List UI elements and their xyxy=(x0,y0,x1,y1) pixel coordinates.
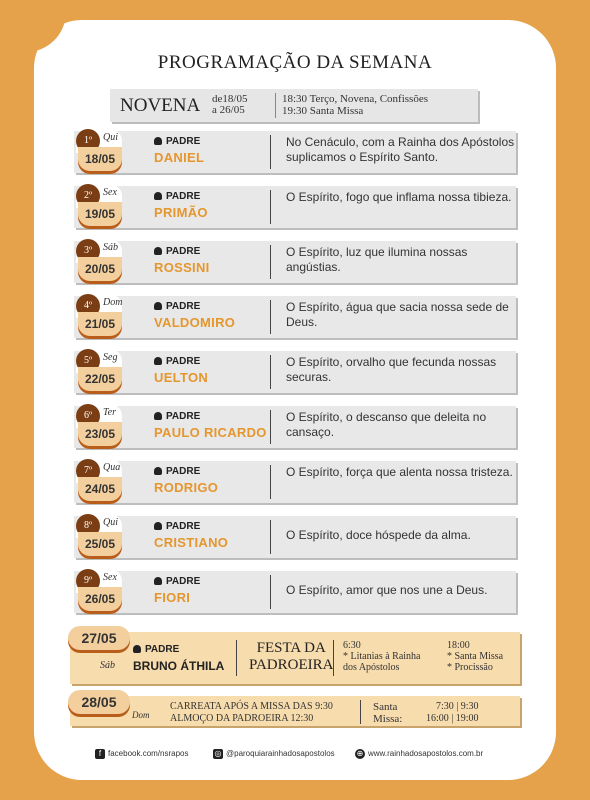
padre-name: VALDOMIRO xyxy=(154,315,236,330)
day-date: 19/05 xyxy=(78,202,122,226)
day-theme: O Espírito, fogo que inflama nossa tibieza. xyxy=(286,190,512,204)
page-title: PROGRAMAÇÃO DA SEMANA xyxy=(157,52,433,73)
festa-padre-text: PADRE xyxy=(145,644,180,655)
festa-evening-time: 18:00 xyxy=(447,640,470,651)
day-row xyxy=(74,459,518,509)
padre-text: PADRE xyxy=(166,301,201,312)
day-row xyxy=(74,294,518,344)
day-date: 20/05 xyxy=(78,257,122,281)
day-row xyxy=(74,569,518,619)
person-pin-icon xyxy=(154,192,162,200)
festa-evening-schedule xyxy=(447,640,503,673)
day-ordinal: 1º xyxy=(76,129,100,153)
day-row xyxy=(74,514,518,564)
festa-divider-2 xyxy=(333,640,334,676)
day-date: 25/05 xyxy=(78,532,122,556)
row-divider xyxy=(270,135,271,169)
padre-text: PADRE xyxy=(166,576,201,587)
day-weekday: Qui xyxy=(103,517,118,528)
globe-icon: ⊕ xyxy=(356,749,364,758)
padre-label xyxy=(154,521,200,532)
row-divider xyxy=(270,410,271,444)
festa-morning-schedule xyxy=(343,640,420,673)
festa-morning-time: 6:30 xyxy=(343,640,361,651)
day-date: 26/05 xyxy=(78,587,122,611)
day-weekday: Sex xyxy=(103,187,117,198)
row-divider xyxy=(270,300,271,334)
day-date: 23/05 xyxy=(78,422,122,446)
festa-evening-line-1: * Santa Missa xyxy=(447,651,504,662)
padre-label xyxy=(154,411,200,422)
day-row xyxy=(74,404,518,454)
novena-line-2: 19:30 Santa Missa xyxy=(282,105,364,117)
person-pin-icon xyxy=(133,645,141,653)
day-ordinal: 3º xyxy=(76,239,100,263)
festa-padre-label xyxy=(133,644,179,655)
day-theme: O Espírito, doce hóspede da alma. xyxy=(286,528,471,542)
novena-dates xyxy=(212,94,247,116)
sunday-event-line-2: ALMOÇO DA PADROEIRA 12:30 xyxy=(170,713,314,724)
festa-title-line-1: FESTA DA xyxy=(256,640,326,656)
day-row xyxy=(74,184,518,234)
facebook-icon: f xyxy=(95,749,105,759)
novena-date-from: de18/05 xyxy=(212,93,248,105)
padre-label xyxy=(154,576,200,587)
day-theme: O Espírito, amor que nos une a Deus. xyxy=(286,583,488,597)
padre-text: PADRE xyxy=(166,246,201,257)
person-pin-icon xyxy=(154,302,162,310)
padre-text: PADRE xyxy=(166,466,201,477)
festa-morning-line-2: dos Apóstolos xyxy=(343,662,400,673)
padre-name: ROSSINI xyxy=(154,260,210,275)
sunday-mass-label-2: Missa: xyxy=(373,713,403,725)
instagram-text: @paroquiarainhadosapostolos xyxy=(226,749,335,759)
novena-banner xyxy=(110,89,478,122)
sunday-event-line-1: CARREATA APÓS A MISSA DAS 9:30 xyxy=(170,701,333,712)
day-theme: O Espírito, água que sacia nossa sede de Deus. xyxy=(286,300,509,329)
day-ordinal: 7º xyxy=(76,459,100,483)
padre-text: PADRE xyxy=(166,411,201,422)
day-ordinal: 6º xyxy=(76,404,100,428)
padre-label xyxy=(154,136,200,147)
instagram-link[interactable] xyxy=(213,749,335,759)
day-date: 21/05 xyxy=(78,312,122,336)
day-ordinal: 2º xyxy=(76,184,100,208)
day-theme: O Espírito, luz que ilumina nossas angústias. xyxy=(286,245,468,274)
day-date: 22/05 xyxy=(78,367,122,391)
novena-date-to: a 26/05 xyxy=(212,104,245,116)
novena-schedule xyxy=(282,93,428,117)
padre-name: CRISTIANO xyxy=(154,535,229,550)
facebook-link[interactable] xyxy=(95,749,189,759)
day-theme: O Espírito, orvalho que fecunda nossas securas. xyxy=(286,355,497,384)
day-weekday: Qui xyxy=(103,132,118,143)
padre-text: PADRE xyxy=(166,136,201,147)
person-pin-icon xyxy=(154,357,162,365)
day-date: 18/05 xyxy=(78,147,122,171)
padre-name: PAULO RICARDO xyxy=(154,425,267,440)
festa-title xyxy=(249,640,333,674)
festa-date: 27/05 xyxy=(68,626,130,650)
person-pin-icon xyxy=(154,577,162,585)
person-pin-icon xyxy=(154,522,162,530)
padre-label xyxy=(154,466,200,477)
padre-label xyxy=(154,191,200,202)
day-weekday: Ter xyxy=(103,407,116,418)
padre-label xyxy=(154,301,200,312)
day-row xyxy=(74,239,518,289)
person-pin-icon xyxy=(154,137,162,145)
festa-title-line-2: PADROEIRA xyxy=(249,657,334,673)
festa-padre-name: BRUNO ÁTHILA xyxy=(133,659,225,673)
sunday-mass-times xyxy=(426,701,479,725)
novena-line-1: 18:30 Terço, Novena, Confissões xyxy=(282,93,428,105)
festa-evening-line-2: * Procissão xyxy=(447,662,493,673)
day-ordinal: 8º xyxy=(76,514,100,538)
person-pin-icon xyxy=(154,412,162,420)
padre-name: PRIMÃO xyxy=(154,205,208,220)
padre-label xyxy=(154,356,200,367)
padre-text: PADRE xyxy=(166,521,201,532)
row-divider xyxy=(270,465,271,499)
day-weekday: Sáb xyxy=(103,242,118,253)
person-pin-icon xyxy=(154,247,162,255)
novena-label: NOVENA xyxy=(120,95,201,116)
day-ordinal: 4º xyxy=(76,294,100,318)
festa-divider xyxy=(236,640,237,676)
sunday-mass-times-1: 7:30 | 9:30 xyxy=(436,701,479,712)
festa-morning-line-1: * Litanias à Rainha xyxy=(343,651,421,662)
sunday-date: 28/05 xyxy=(68,690,130,714)
sunday-weekday: Dom xyxy=(132,710,150,720)
padre-name: FIORI xyxy=(154,590,191,605)
padre-name: UELTON xyxy=(154,370,209,385)
row-divider xyxy=(270,245,271,279)
padre-name: RODRIGO xyxy=(154,480,219,495)
day-theme: O Espírito, força que alenta nossa tristeza. xyxy=(286,465,513,479)
instagram-icon: ◎ xyxy=(214,749,222,758)
day-theme: No Cenáculo, com a Rainha dos Apóstolos suplicamos o Espírito Santo. xyxy=(286,135,515,164)
festa-weekday: Sáb xyxy=(100,660,115,671)
day-row xyxy=(74,129,518,179)
padre-text: PADRE xyxy=(166,191,201,202)
day-weekday: Qua xyxy=(103,462,121,473)
row-divider xyxy=(270,575,271,609)
row-divider xyxy=(270,190,271,224)
row-divider xyxy=(270,520,271,554)
row-divider xyxy=(270,355,271,389)
day-weekday: Sex xyxy=(103,572,117,583)
sunday-events xyxy=(170,701,333,725)
padre-name: DANIEL xyxy=(154,150,205,165)
day-theme: O Espírito, o descanso que deleita no cansaço. xyxy=(286,410,487,439)
sunday-mass-label xyxy=(373,701,402,725)
padre-text: PADRE xyxy=(166,356,201,367)
day-weekday: Dom xyxy=(103,297,123,308)
website-text: www.rainhadosapostolos.com.br xyxy=(368,749,484,759)
day-row xyxy=(74,349,518,399)
padre-label xyxy=(154,246,200,257)
day-ordinal: 5º xyxy=(76,349,100,373)
day-weekday: Seg xyxy=(103,352,118,363)
day-date: 24/05 xyxy=(78,477,122,501)
sunday-divider xyxy=(360,700,361,724)
novena-divider xyxy=(275,93,276,118)
day-ordinal: 9º xyxy=(76,569,100,593)
facebook-text: facebook.com/nsrapos xyxy=(108,749,189,759)
website-link[interactable] xyxy=(355,749,483,759)
person-pin-icon xyxy=(154,467,162,475)
sunday-mass-times-2: 16:00 | 19:00 xyxy=(426,713,479,724)
sunday-mass-label-1: Santa xyxy=(373,701,398,713)
